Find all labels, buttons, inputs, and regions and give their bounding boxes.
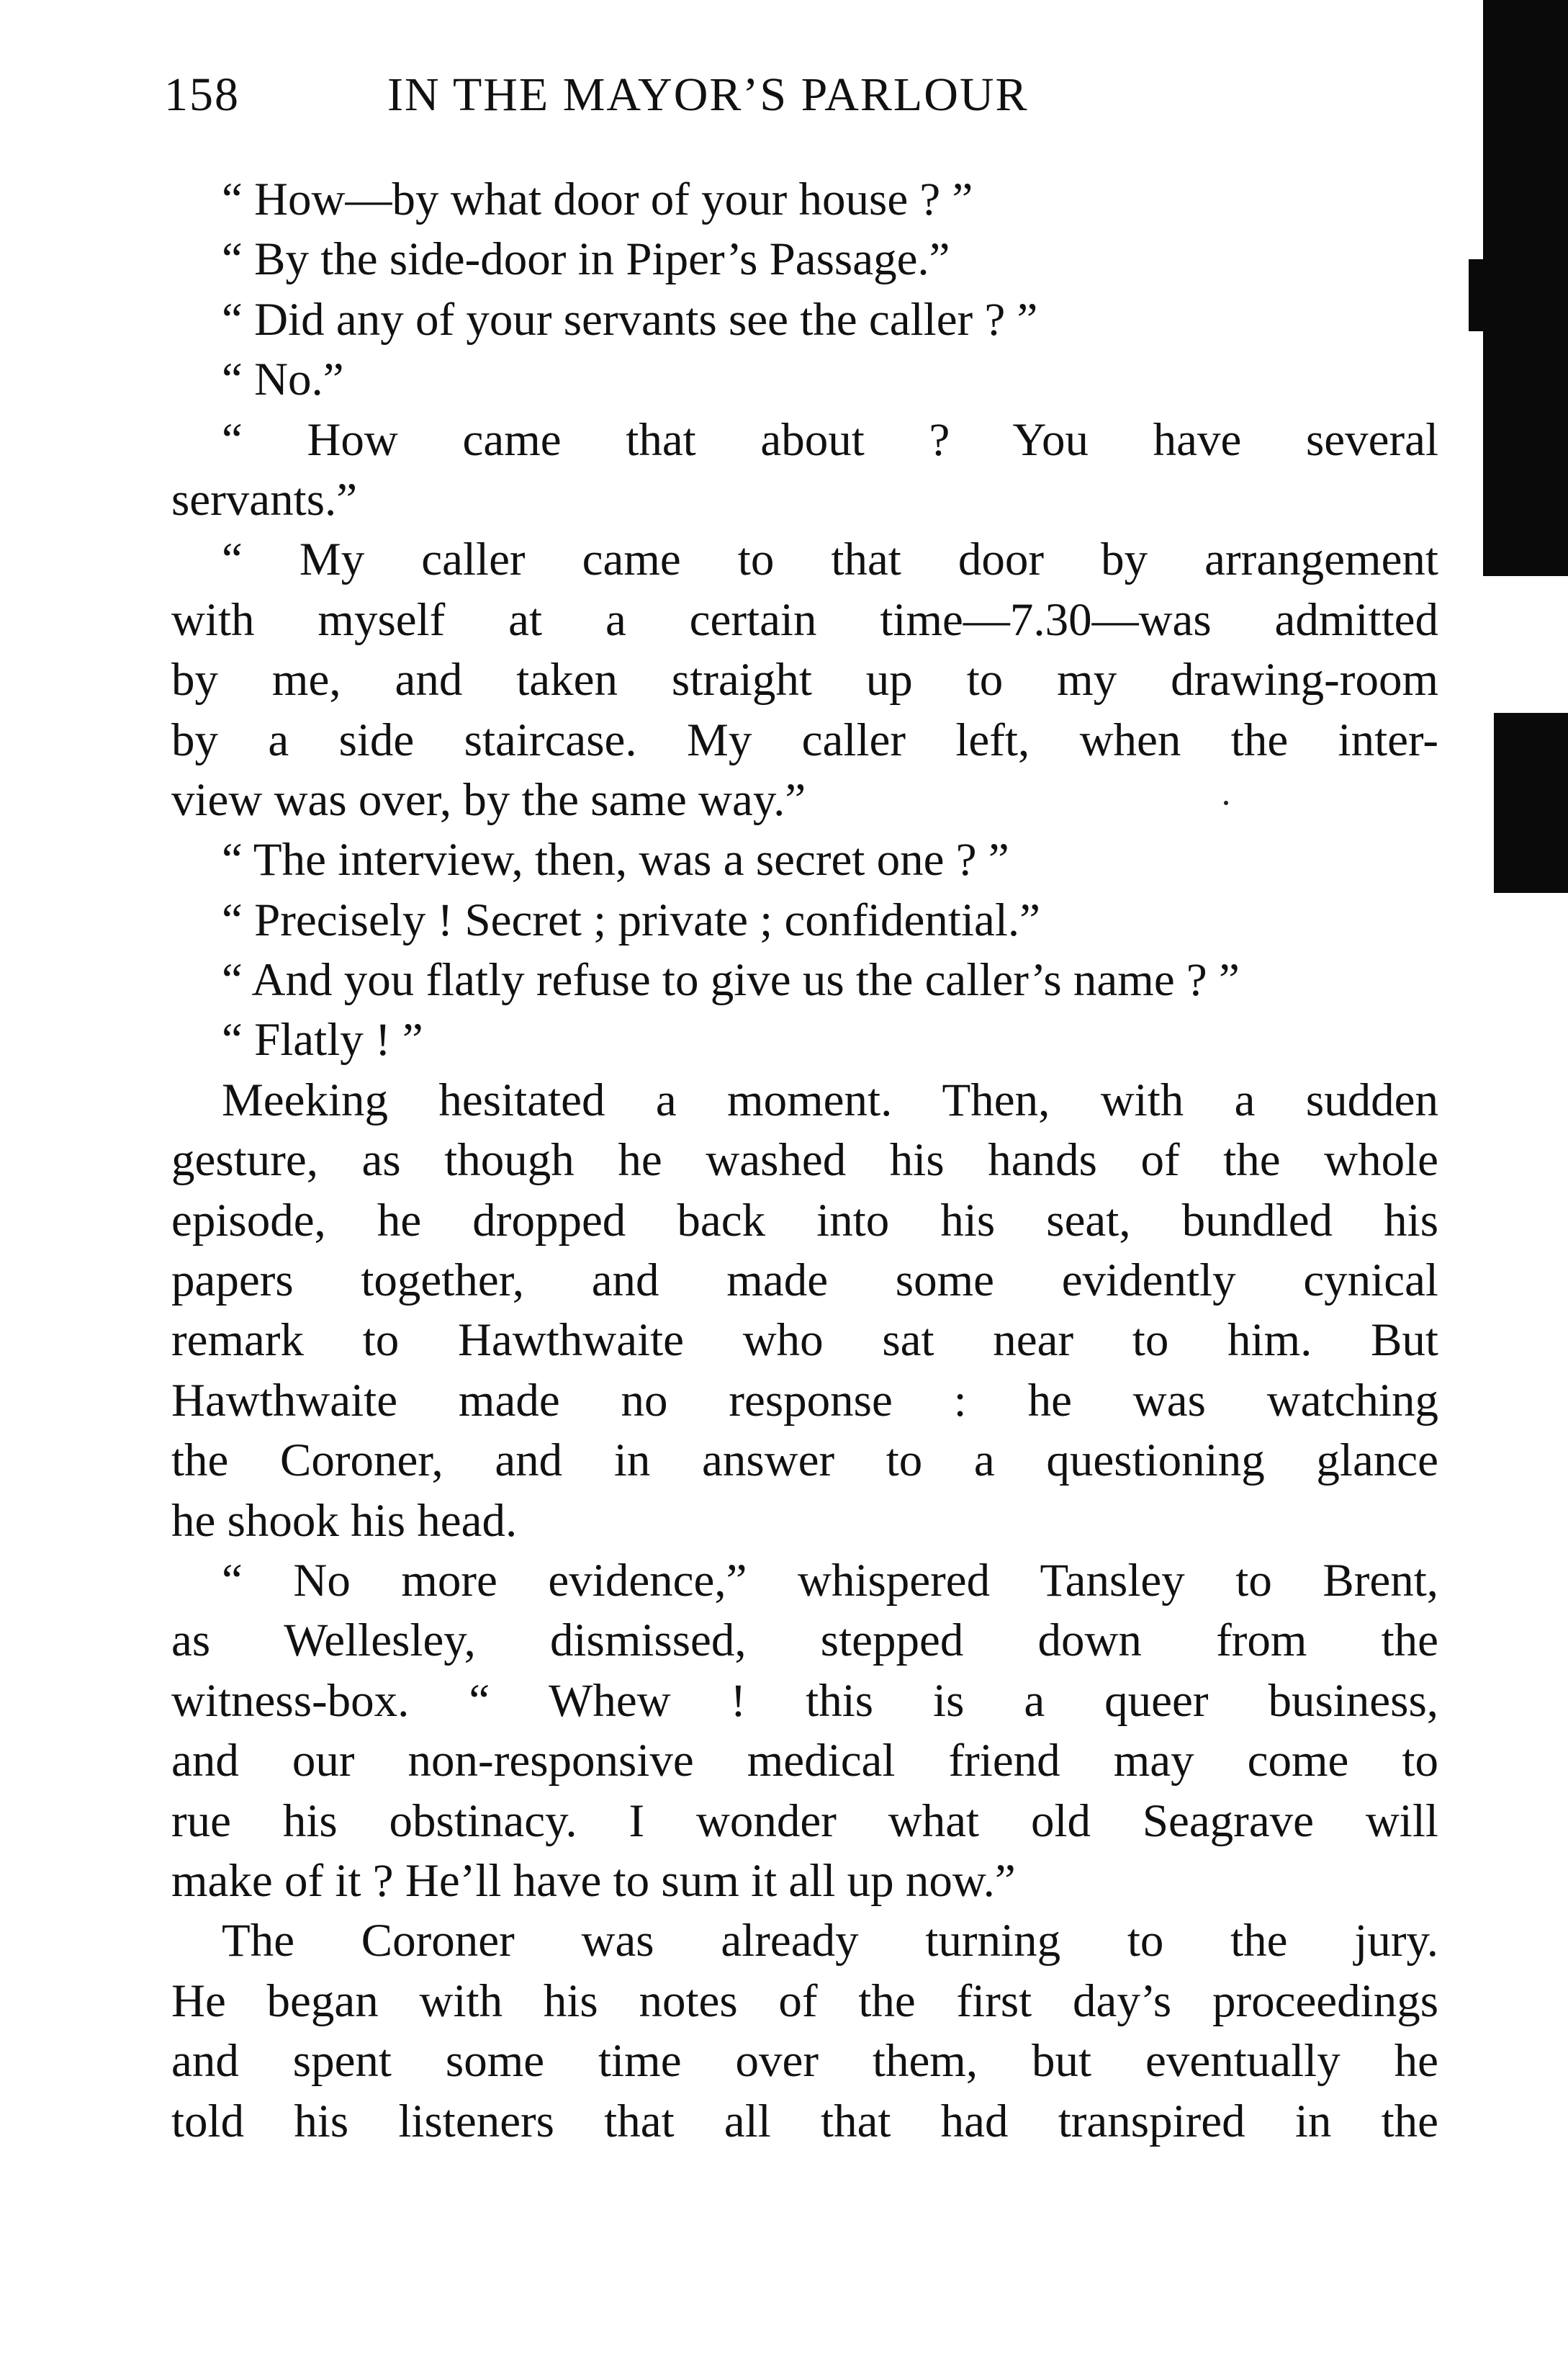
text-line: rue his obstinacy. I wonder what old Seagrave will [171,1794,1438,1847]
text-line: papers together, and made some evidently cynical [171,1254,1438,1307]
text-line: view was over, by the same way.” [171,773,806,826]
text-line: “ Flatly ! ” [222,1014,423,1066]
text-line: gesture, as though he washed his hands of the whole [171,1134,1438,1187]
page-number: 158 [164,68,240,121]
scan-edge-notch [1469,259,1490,331]
text-line: he shook his head. [171,1494,518,1547]
text-line: “ No more evidence,” whispered Tansley to Brent, [222,1554,1438,1607]
text-line: “ How—by what door of your house ? ” [222,174,973,225]
text-line: “ And you flatly refuse to give us the caller’s name ? ” [222,954,1240,1007]
scan-speck [1224,801,1228,805]
running-title: IN THE MAYOR’S PARLOUR [387,68,1029,121]
text-line: “ Precisely ! Secret ; private ; confidential.” [222,894,1041,946]
text-line: told his listeners that all that had transpired in the [171,2095,1438,2147]
text-line: make of it ? He’ll have to sum it all up now.” [171,1854,1016,1907]
text-line: He began with his notes of the first day’s proceedings [171,1975,1438,2027]
text-line: Meeking hesitated a moment. Then, with a sudden [222,1074,1438,1126]
page-header [164,66,1431,124]
text-line: witness-box. “ Whew ! this is a queer business, [171,1674,1438,1727]
scan-edge-mark-top [1483,0,1568,576]
text-line: The Coroner was already turning to the jury. [222,1915,1438,1967]
text-line: and spent some time over them, but eventually he [171,2035,1438,2088]
scan-edge-mark-middle [1494,713,1568,893]
text-line: as Wellesley, dismissed, stepped down from the [171,1614,1438,1667]
text-line: “ By the side-door in Piper’s Passage.” [222,233,950,286]
text-line: episode, he dropped back into his seat, bundled his [171,1194,1438,1246]
text-line: by a side staircase. My caller left, when the inter- [171,714,1438,766]
text-line: remark to Hawthwaite who sat near to him. But [171,1314,1438,1367]
text-line: the Coroner, and in answer to a questioning glance [171,1434,1438,1487]
text-line: “ Did any of your servants see the caller ? ” [222,293,1038,346]
text-line: Hawthwaite made no response : he was watching [171,1374,1438,1427]
text-line: “ No.” [222,354,344,406]
text-line: and our non-responsive medical friend may come to [171,1735,1438,1787]
text-line: servants.” [171,473,358,526]
text-line: “ My caller came to that door by arrangement [222,534,1438,586]
text-line: “ How came that about ? You have several [222,413,1438,466]
body-text [171,170,1438,2152]
text-line: “ The interview, then, was a secret one ? ” [222,834,1009,886]
text-line: by me, and taken straight up to my drawing-room [171,654,1438,706]
text-line: with myself at a certain time—7.30—was admitted [171,593,1438,646]
